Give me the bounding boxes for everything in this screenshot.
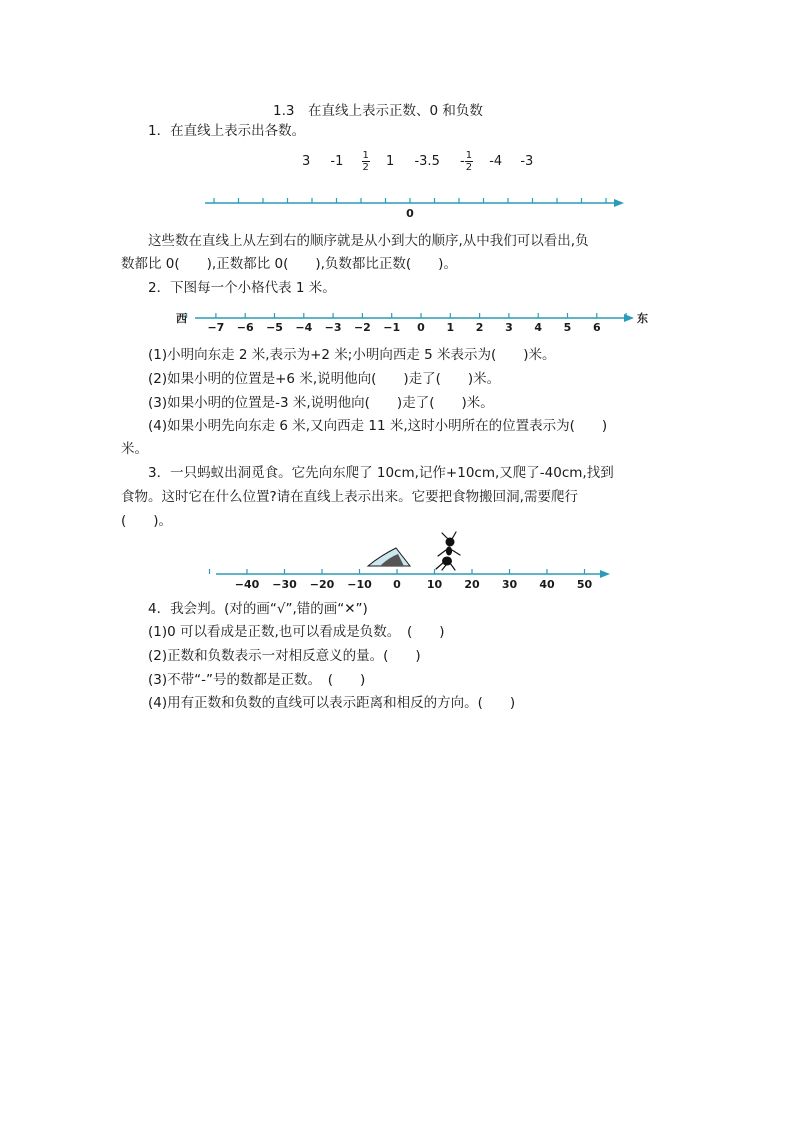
- q2-tick-label: 0: [417, 321, 425, 334]
- q3-tick-label: 50: [576, 578, 593, 591]
- east-label: 东: [637, 312, 648, 325]
- q3-tick-label: −10: [347, 578, 372, 591]
- q1-number-line: [205, 198, 624, 220]
- q3-tick-label: 40: [539, 578, 555, 591]
- q2-tick-label: 2: [475, 321, 484, 334]
- q2-number-line: [176, 311, 648, 334]
- q4-statement: (2)正数和负数表示一对相反意义的量。( ): [148, 648, 421, 664]
- q3-tick-label: −20: [309, 578, 335, 591]
- q2-statement: (2)如果小明的位置是+6 米,说明他向( )走了( )米。: [148, 371, 501, 387]
- q2-tick-label: 6: [592, 321, 601, 334]
- fraction-numerator: 1: [362, 150, 369, 161]
- page-title: 1.3 在直线上表示正数、0 和负数: [273, 103, 483, 119]
- q2-tick-label: 4: [534, 321, 543, 334]
- q2-ticks: [187, 313, 626, 334]
- q1-number: -3.5: [414, 154, 440, 169]
- q3-axis-arrow: [600, 570, 610, 578]
- q1-prompt: 1．在直线上表示出各数。: [148, 123, 306, 139]
- q3-number-line: [210, 532, 611, 591]
- q1-number-sign: -: [459, 154, 465, 169]
- q1-number: -4: [489, 154, 503, 169]
- q2-statement: (4)如果小明先向东走 6 米,又向西走 11 米,这时小明所在的位置表示为( ): [148, 418, 608, 434]
- q2-tick-label: −3: [324, 321, 342, 334]
- q3-line1: 3．一只蚂蚁出洞觅食。它先向东爬了 10cm,记作+10cm,又爬了-40cm,找到: [148, 465, 614, 481]
- cave-icon: [368, 548, 410, 566]
- q3-tick-label: −30: [272, 578, 297, 591]
- q1-number: -3: [520, 154, 534, 169]
- q2-tick-label: −7: [207, 321, 225, 334]
- q4-prompt: 4．我会判。(对的画“√”,错的画“✕”): [148, 601, 368, 617]
- q3-tick-label: 20: [464, 578, 480, 591]
- q2-tick-label: −5: [266, 321, 283, 334]
- q4-statement: (1)0 可以看成是正数,也可以看成是负数。 ( ): [148, 624, 445, 640]
- q1-number: 3: [302, 154, 311, 169]
- fraction-denominator: 2: [362, 162, 369, 173]
- q2-tick-label: 3: [505, 321, 513, 334]
- q3-line2: 食物。这时它在什么位置?请在直线上表示出来。它要把食物搬回洞,需要爬行: [121, 489, 578, 505]
- q2-tick-label: 1: [446, 321, 455, 334]
- q2-tick-label: −4: [295, 321, 313, 334]
- west-label: 西: [176, 312, 187, 325]
- q3-tick-label: 0: [393, 578, 401, 591]
- q1-paragraph-line1: 这些数在直线上从左到右的顺序就是从小到大的顺序,从中我们可以看出,负: [148, 233, 589, 249]
- q2-tick-label: −2: [353, 321, 371, 334]
- ant-icon: [436, 532, 460, 570]
- q2-statement-cont: 米。: [121, 441, 148, 457]
- fraction-numerator: 1: [465, 150, 473, 161]
- q1-axis-arrow: [614, 199, 624, 207]
- q2-tick-label: 5: [563, 321, 572, 334]
- q3-tick-label: 30: [501, 578, 518, 591]
- q2-tick-label: −1: [383, 321, 401, 334]
- q3-tick-label: 10: [426, 578, 443, 591]
- q2-tick-label: −6: [236, 321, 254, 334]
- q1-zero-label: 0: [406, 207, 414, 220]
- q3-tick-label: −40: [234, 578, 260, 591]
- q3-line3: ( )。: [121, 513, 173, 529]
- q2-statement: (3)如果小明的位置是-3 米,说明他向( )走了( )米。: [148, 395, 494, 411]
- q4-statement: (4)用有正数和负数的直线可以表示距离和相反的方向。( ): [148, 695, 516, 711]
- q4-statement: (3)不带“-”号的数都是正数。 ( ): [148, 672, 366, 688]
- q1-number: -1: [330, 154, 344, 169]
- q1-paragraph-line2: 数都比 0( ),正数都比 0( ),负数都比正数( )。: [121, 256, 457, 272]
- q1-number: 1: [386, 154, 395, 169]
- q2-prompt: 2．下图每一个小格代表 1 米。: [148, 280, 336, 296]
- q2-statement: (1)小明向东走 2 米,表示为+2 米;小明向西走 5 米表示为( )米。: [148, 347, 556, 363]
- q3-ticks: [210, 569, 593, 591]
- fraction-denominator: 2: [465, 162, 473, 173]
